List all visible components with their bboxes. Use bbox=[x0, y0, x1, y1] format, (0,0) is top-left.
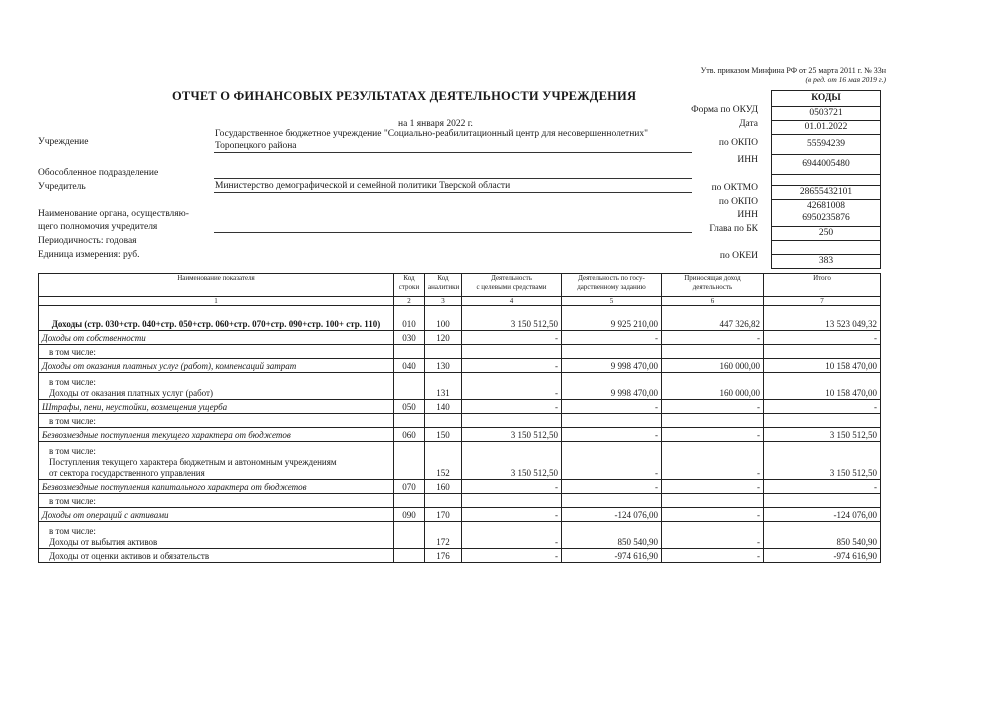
row-income-activity: - bbox=[662, 522, 764, 549]
authority-label-1: Наименование органа, осуществляю- bbox=[38, 209, 189, 219]
empty-cell bbox=[394, 494, 425, 508]
row-total: -124 076,00 bbox=[764, 508, 881, 522]
row-total: -974 616,90 bbox=[764, 549, 881, 563]
row-total: - bbox=[764, 331, 881, 345]
row-targeted: - bbox=[462, 359, 562, 373]
authority-underline bbox=[214, 232, 692, 233]
table-row bbox=[39, 549, 881, 563]
row-total: - bbox=[764, 480, 881, 494]
report-title: ОТЧЕТ О ФИНАНСОВЫХ РЕЗУЛЬТАТАХ ДЕЯТЕЛЬНОСТИ УЧРЕЖДЕНИЯ bbox=[172, 89, 637, 103]
col-index: 7 bbox=[764, 297, 881, 306]
row-subname: Доходы от оказания платных услуг (работ) bbox=[49, 388, 213, 398]
row-name: Доходы от оценки активов и обязательств bbox=[39, 549, 394, 563]
date-label: Дата bbox=[739, 119, 758, 129]
table-row bbox=[39, 480, 881, 494]
row-analytics: 120 bbox=[425, 331, 462, 345]
row-analytics: 131 bbox=[425, 373, 462, 400]
row-subname: Доходы от выбытия активов bbox=[49, 537, 158, 547]
header-income-activity bbox=[662, 274, 764, 297]
col-index: 1 bbox=[39, 297, 394, 306]
header-code-line: строки bbox=[398, 282, 420, 291]
table-row bbox=[39, 359, 881, 373]
empty-cell bbox=[562, 345, 662, 359]
row-income-activity: 160 000,00 bbox=[662, 359, 764, 373]
row-state-task: - bbox=[562, 428, 662, 442]
header-analytics-line: аналитики bbox=[428, 282, 460, 291]
row-targeted: 3 150 512,50 bbox=[462, 306, 562, 331]
header-targeted bbox=[462, 274, 562, 297]
row-code: 090 bbox=[394, 508, 425, 522]
codes-header: КОДЫ bbox=[772, 91, 880, 107]
empty-cell bbox=[462, 414, 562, 428]
empty-cell bbox=[425, 345, 462, 359]
row-income-activity: 160 000,00 bbox=[662, 373, 764, 400]
row-code bbox=[394, 442, 425, 480]
row-state-task: - bbox=[562, 331, 662, 345]
row-income-activity: - bbox=[662, 400, 764, 414]
table-row bbox=[39, 414, 881, 428]
empty-cell bbox=[462, 494, 562, 508]
row-name: Доходы от операций с активами bbox=[39, 508, 394, 522]
table-row bbox=[39, 400, 881, 414]
col-index: 2 bbox=[394, 297, 425, 306]
row-code: 070 bbox=[394, 480, 425, 494]
row-state-task: -124 076,00 bbox=[562, 508, 662, 522]
glava-value: 250 bbox=[772, 227, 880, 241]
empty-cell bbox=[425, 414, 462, 428]
empty-code-cell bbox=[772, 175, 880, 186]
empty-cell bbox=[764, 414, 881, 428]
table-row bbox=[39, 522, 881, 549]
header-state-task bbox=[562, 274, 662, 297]
income-table bbox=[38, 273, 881, 563]
header-name: Наименование показателя bbox=[39, 274, 394, 297]
row-analytics: 170 bbox=[425, 508, 462, 522]
empty-cell bbox=[562, 494, 662, 508]
empty-cell bbox=[394, 414, 425, 428]
founder-label: Учредитель bbox=[38, 182, 86, 192]
row-total: 10 158 470,00 bbox=[764, 373, 881, 400]
row-name: Доходы от оказания платных услуг (работ), компенсаций затрат bbox=[39, 359, 394, 373]
row-targeted: - bbox=[462, 373, 562, 400]
row-state-task: -974 616,90 bbox=[562, 549, 662, 563]
header-code-line: Код bbox=[403, 274, 415, 282]
unit: Единица измерения: руб. bbox=[38, 250, 140, 260]
header-state-task-line: дарственному заданию bbox=[577, 282, 646, 291]
empty-cell bbox=[562, 414, 662, 428]
row-code: 010 bbox=[394, 306, 425, 331]
row-total: - bbox=[764, 400, 881, 414]
header-code bbox=[394, 274, 425, 297]
row-subheading: в том числе: bbox=[49, 377, 96, 387]
row-subheading: в том числе: bbox=[49, 446, 96, 456]
institution-line2: Торопецкого района bbox=[215, 141, 297, 151]
row-state-task: 9 998 470,00 bbox=[562, 373, 662, 400]
table-row bbox=[39, 306, 881, 331]
row-income-activity: - bbox=[662, 549, 764, 563]
row-code bbox=[394, 522, 425, 549]
col-index: 6 bbox=[662, 297, 764, 306]
okpo2-label: по ОКПО bbox=[718, 197, 758, 207]
header-income-activity-line: Приносящая доход bbox=[684, 274, 741, 282]
okpo-label: по ОКПО bbox=[718, 138, 758, 148]
okpo-value: 55594239 bbox=[772, 135, 880, 155]
row-income-activity: - bbox=[662, 508, 764, 522]
row-name: в том числе: bbox=[39, 345, 394, 359]
row-subname-cont: от сектора государственного управления bbox=[49, 468, 205, 478]
header-income-activity-line: деятельность bbox=[692, 282, 733, 291]
table-row bbox=[39, 494, 881, 508]
institution-label: Учреждение bbox=[38, 137, 89, 147]
approval-edition: (в ред. от 16 мая 2019 г.) bbox=[805, 75, 886, 84]
row-analytics: 140 bbox=[425, 400, 462, 414]
periodicity: Периодичность: годовая bbox=[38, 236, 137, 246]
row-name bbox=[39, 373, 394, 400]
empty-cell bbox=[662, 494, 764, 508]
row-targeted: 3 150 512,50 bbox=[462, 442, 562, 480]
row-name: Безвозмездные поступления капитального характера от бюджетов bbox=[39, 480, 394, 494]
table-row bbox=[39, 345, 881, 359]
glava-label: Глава по БК bbox=[709, 224, 758, 234]
empty-cell bbox=[462, 345, 562, 359]
okpo2-inn2-cell bbox=[772, 200, 880, 227]
col-index: 4 bbox=[462, 297, 562, 306]
row-total: 13 523 049,32 bbox=[764, 306, 881, 331]
codes-box bbox=[771, 90, 881, 269]
institution-underline bbox=[214, 152, 692, 153]
empty-cell bbox=[425, 494, 462, 508]
row-name: Доходы от собственности bbox=[39, 331, 394, 345]
row-name bbox=[39, 522, 394, 549]
row-code: 030 bbox=[394, 331, 425, 345]
table-row bbox=[39, 508, 881, 522]
header-targeted-line: с целевыми средствами bbox=[476, 282, 547, 291]
row-analytics: 152 bbox=[425, 442, 462, 480]
column-index-row bbox=[39, 297, 881, 306]
row-total: 850 540,90 bbox=[764, 522, 881, 549]
row-state-task: - bbox=[562, 400, 662, 414]
empty-cell bbox=[764, 494, 881, 508]
row-name: Штрафы, пени, неустойки, возмещения ущерба bbox=[39, 400, 394, 414]
row-subheading: в том числе: bbox=[49, 526, 96, 536]
table-header-row bbox=[39, 274, 881, 297]
empty-cell bbox=[764, 345, 881, 359]
okud-label: Форма по ОКУД bbox=[691, 105, 758, 115]
okpo2-value: 42681008 bbox=[807, 200, 845, 211]
row-state-task: 9 998 470,00 bbox=[562, 359, 662, 373]
header-analytics bbox=[425, 274, 462, 297]
founder-underline bbox=[214, 192, 692, 193]
inn-label: ИНН bbox=[737, 155, 758, 165]
row-name: Безвозмездные поступления текущего характера от бюджетов bbox=[39, 428, 394, 442]
okei-label: по ОКЕИ bbox=[719, 251, 758, 261]
oktmo-label: по ОКТМО bbox=[711, 183, 758, 193]
report-date: на 1 января 2022 г. bbox=[398, 119, 473, 129]
row-state-task: - bbox=[562, 442, 662, 480]
empty-cell bbox=[662, 414, 764, 428]
inn2-label: ИНН bbox=[737, 210, 758, 220]
oktmo-value: 28655432101 bbox=[772, 186, 880, 200]
row-analytics: 130 bbox=[425, 359, 462, 373]
row-total: 3 150 512,50 bbox=[764, 442, 881, 480]
row-state-task: 850 540,90 bbox=[562, 522, 662, 549]
row-analytics: 150 bbox=[425, 428, 462, 442]
subdivision-label: Обособленное подразделение bbox=[38, 168, 159, 178]
header-analytics-line: Код bbox=[437, 274, 449, 282]
row-targeted: - bbox=[462, 522, 562, 549]
row-code: 060 bbox=[394, 428, 425, 442]
subdivision-underline bbox=[214, 178, 692, 179]
row-analytics: 176 bbox=[425, 549, 462, 563]
row-targeted: - bbox=[462, 549, 562, 563]
col-index: 5 bbox=[562, 297, 662, 306]
row-targeted: - bbox=[462, 331, 562, 345]
founder-value: Министерство демографической и семейной политики Тверской области bbox=[215, 181, 511, 191]
row-subname: Поступления текущего характера бюджетным и автономным учреждениям bbox=[49, 457, 337, 467]
row-name: в том числе: bbox=[39, 414, 394, 428]
row-total: 10 158 470,00 bbox=[764, 359, 881, 373]
row-income-activity: - bbox=[662, 428, 764, 442]
empty-cell bbox=[662, 345, 764, 359]
col-index: 3 bbox=[425, 297, 462, 306]
row-code bbox=[394, 373, 425, 400]
row-income-activity: 447 326,82 bbox=[662, 306, 764, 331]
row-targeted: - bbox=[462, 508, 562, 522]
row-total: 3 150 512,50 bbox=[764, 428, 881, 442]
row-code: 050 bbox=[394, 400, 425, 414]
empty-code-cell-2 bbox=[772, 241, 880, 255]
empty-cell bbox=[394, 345, 425, 359]
header-targeted-line: Деятельность bbox=[491, 274, 532, 282]
row-targeted: - bbox=[462, 480, 562, 494]
row-name: Доходы (стр. 030+стр. 040+стр. 050+стр. 060+стр. 070+стр. 090+стр. 100+ стр. 110) bbox=[39, 306, 394, 331]
row-analytics: 172 bbox=[425, 522, 462, 549]
row-name bbox=[39, 442, 394, 480]
row-state-task: - bbox=[562, 480, 662, 494]
row-code bbox=[394, 549, 425, 563]
header-total: Итого bbox=[764, 274, 881, 297]
row-targeted: - bbox=[462, 400, 562, 414]
date-value: 01.01.2022 bbox=[772, 121, 880, 135]
table-row bbox=[39, 442, 881, 480]
inn2-value: 6950235876 bbox=[802, 212, 850, 223]
table-row bbox=[39, 373, 881, 400]
row-income-activity: - bbox=[662, 331, 764, 345]
table-row bbox=[39, 428, 881, 442]
institution-line1: Государственное бюджетное учреждение "Социально-реабилитационный центр для несовершеннолетних" bbox=[215, 129, 649, 139]
row-analytics: 100 bbox=[425, 306, 462, 331]
approval-note bbox=[676, 66, 886, 84]
row-state-task: 9 925 210,00 bbox=[562, 306, 662, 331]
row-income-activity: - bbox=[662, 480, 764, 494]
okud-value: 0503721 bbox=[772, 107, 880, 121]
row-code: 040 bbox=[394, 359, 425, 373]
row-analytics: 160 bbox=[425, 480, 462, 494]
inn-value: 6944005480 bbox=[772, 155, 880, 175]
header-state-task-line: Деятельность по госу- bbox=[578, 274, 645, 282]
row-targeted: 3 150 512,50 bbox=[462, 428, 562, 442]
approval-line: Утв. приказом Минфина РФ от 25 марта 2011 г. № 33н bbox=[700, 66, 886, 75]
table-row bbox=[39, 331, 881, 345]
okei-value: 383 bbox=[818, 255, 834, 266]
row-name: в том числе: bbox=[39, 494, 394, 508]
authority-label-2: щего полномочия учредителя bbox=[38, 222, 158, 232]
row-income-activity: - bbox=[662, 442, 764, 480]
